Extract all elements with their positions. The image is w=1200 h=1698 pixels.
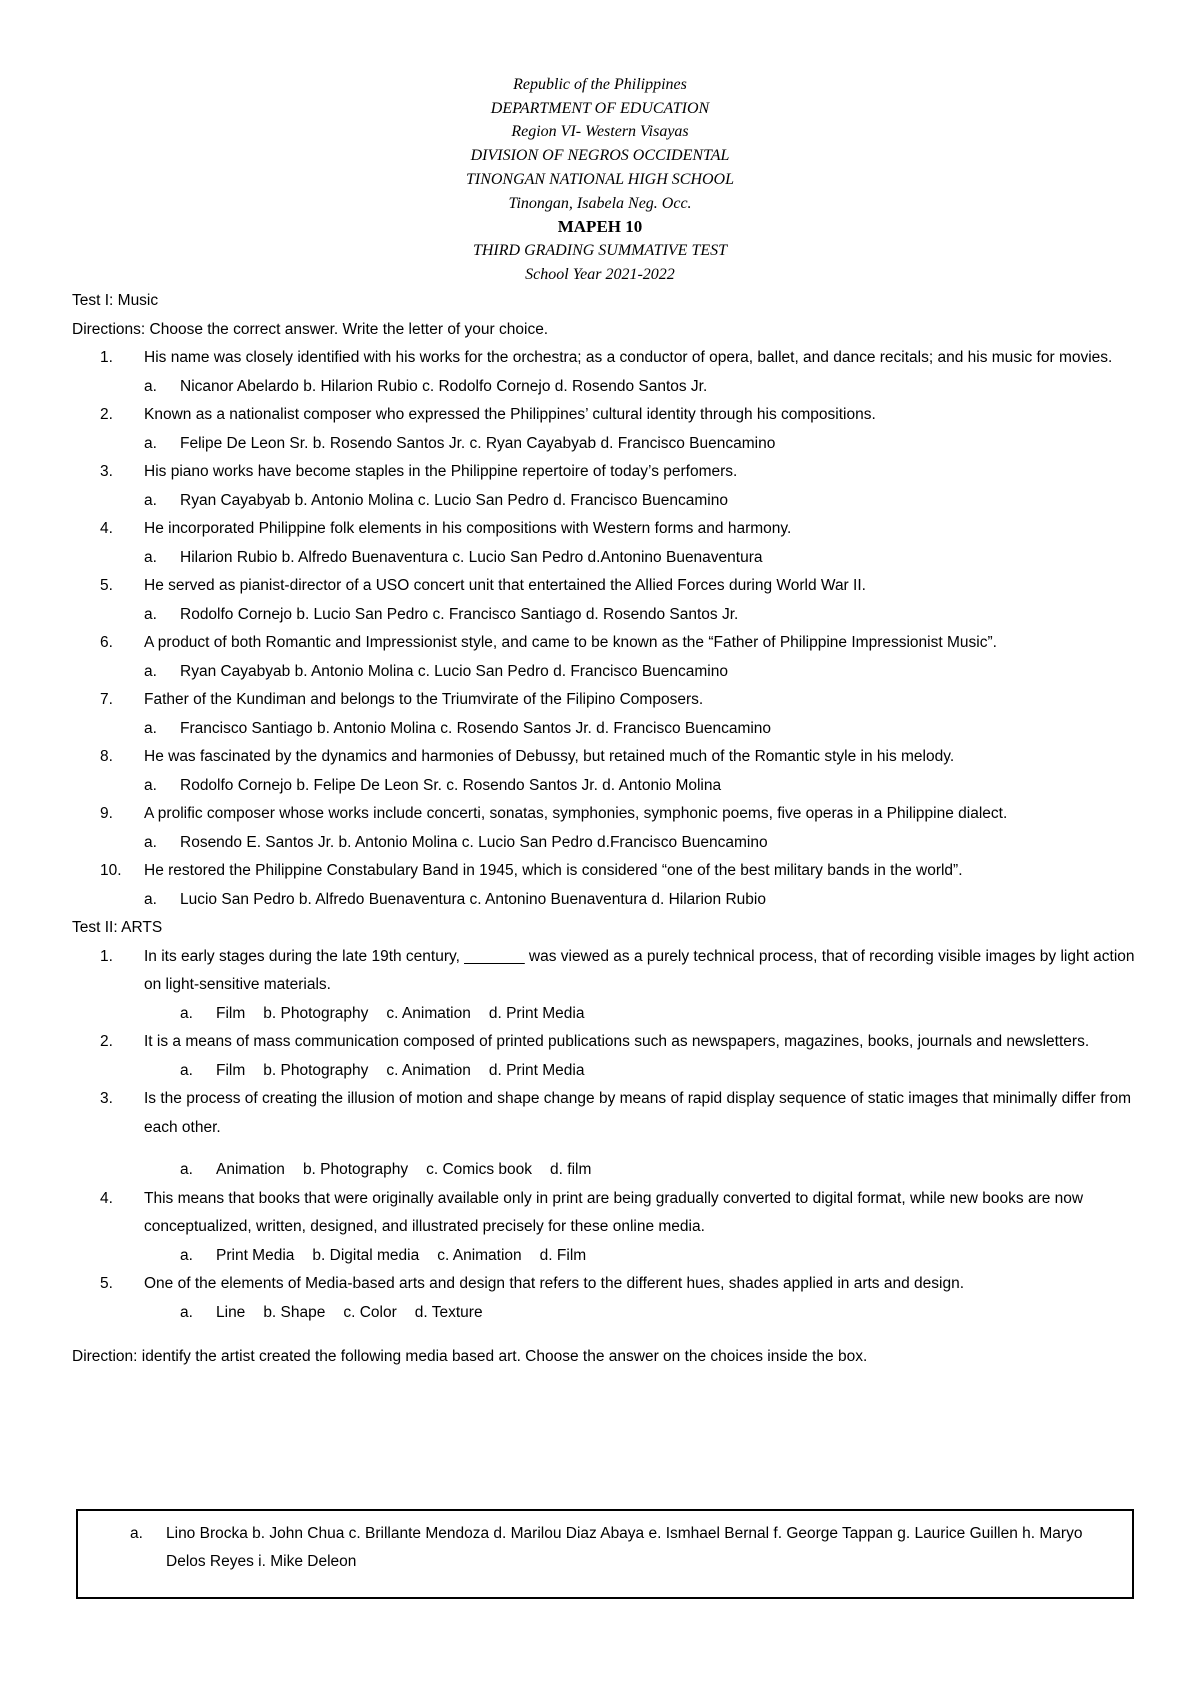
music-question [72, 572, 1152, 629]
question-number: 3. [100, 1090, 113, 1107]
answer-option: c. Animation [437, 1246, 522, 1264]
choice-letter: a. [144, 833, 157, 851]
choice-letter: a. [130, 1525, 143, 1542]
choices-text: Hilarion Rubio b. Alfredo Buenaventura c. Lucio San Pedro d.Antonino Buenaventura [180, 548, 763, 566]
answer-choices [144, 601, 1152, 630]
question-text: He incorporated Philippine folk elements in his compositions with Western forms and harmony. [144, 520, 792, 537]
header-republic: Republic of the Philippines [513, 76, 687, 93]
answer-option: Line [216, 1303, 246, 1321]
question-number: 7. [100, 691, 113, 708]
answer-option: Film [216, 1061, 246, 1079]
answer-option: d. Print Media [488, 1061, 585, 1079]
artist-choices [130, 1520, 1118, 1576]
music-question [72, 800, 1152, 857]
question-number: 4. [100, 520, 113, 537]
header-school: TINONGAN NATIONAL HIGH SCHOOL [465, 170, 735, 188]
question-text: A product of both Romantic and Impressionist style, and came to be known as the “Father of Philippine Impressionist Music”. [144, 634, 997, 651]
question-text: His piano works have become staples in the Philippine repertoire of today’s perfomers. [144, 463, 738, 480]
header-test-title: THIRD GRADING SUMMATIVE TEST [472, 241, 728, 259]
music-question [72, 458, 1152, 515]
question-text: It is a means of mass communication composed of printed publications such as newspapers, magazines, books, journals and newsletters. [144, 1033, 1090, 1050]
choice-letter: a. [144, 434, 157, 452]
question-number: 1. [100, 349, 113, 366]
answer-choices [144, 1000, 1152, 1029]
choice-letter: a. [180, 1303, 193, 1321]
answer-option: b. Digital media [312, 1246, 420, 1264]
question-number: 9. [100, 805, 113, 822]
answer-choices [144, 886, 1152, 915]
question-number: 1. [100, 947, 113, 965]
question-text: He restored the Philippine Constabulary Band in 1945, which is considered “one of the best military bands in the world”. [144, 862, 963, 879]
answer-option: b. Photography [302, 1161, 409, 1178]
choice-letter: a. [144, 548, 157, 566]
music-heading: Test I: Music [72, 292, 159, 309]
question-number: 3. [100, 463, 113, 480]
choices-text: Lucio San Pedro b. Alfredo Buenaventura c. Antonino Buenaventura d. Hilarion Rubio [180, 890, 766, 908]
music-question [72, 344, 1152, 401]
arts-question [72, 943, 1152, 1029]
choice-letter: a. [144, 491, 157, 509]
arts-question [72, 1028, 1152, 1085]
choices-text: Ryan Cayabyab b. Antonio Molina c. Lucio San Pedro d. Francisco Buencamino [180, 491, 728, 509]
header-address: Tinongan, Isabela Neg. Occ. [508, 194, 692, 212]
choices-text: Felipe De Leon Sr. b. Rosendo Santos Jr. c. Ryan Cayabyab d. Francisco Buencamino [180, 434, 776, 452]
answer-choices [144, 487, 1152, 516]
choices-text: Ryan Cayabyab b. Antonio Molina c. Lucio San Pedro d. Francisco Buencamino [180, 662, 728, 680]
document-header [0, 73, 1200, 286]
choice-letter: a. [144, 719, 157, 737]
question-text: One of the elements of Media-based arts and design that refers to the different hues, shades applied in arts and design. [144, 1275, 965, 1292]
arts-question-list [72, 943, 1152, 1328]
answer-option: c. Animation [386, 1061, 471, 1079]
music-question [72, 401, 1152, 458]
answer-choices [144, 373, 1152, 402]
question-text: This means that books that were originally available only in print are being gradually converted to digital format, while new books are now conceptualized, written, designed, and illustrated precisely for these online media. [144, 1189, 1084, 1235]
answer-choices [144, 1299, 1152, 1328]
arts-heading: Test II: ARTS [72, 919, 163, 936]
music-question-list [72, 344, 1152, 914]
header-subject: MAPEH 10 [557, 217, 643, 237]
answer-option: c. Color [343, 1303, 397, 1321]
question-number: 5. [100, 1275, 113, 1292]
choices-text: Rodolfo Cornejo b. Lucio San Pedro c. Francisco Santiago d. Rosendo Santos Jr. [180, 605, 739, 623]
arts-question [72, 1270, 1152, 1327]
choice-letter: a. [180, 1061, 193, 1079]
question-text: Is the process of creating the illusion of motion and shape change by means of rapid display sequence of static images that minimally differ from each other. [144, 1090, 1132, 1136]
artist-choices-box [76, 1509, 1134, 1599]
choice-letter: a. [180, 1004, 193, 1022]
choice-letter: a. [144, 662, 157, 680]
answer-choices [144, 829, 1152, 858]
spacer [144, 1142, 1152, 1156]
test-content [72, 287, 1152, 1372]
header-division: DIVISION OF NEGROS OCCIDENTAL [470, 147, 730, 165]
answer-choices [144, 430, 1152, 459]
question-text: He was fascinated by the dynamics and harmonies of Debussy, but retained much of the Romantic style in his melody. [144, 748, 955, 765]
music-question [72, 686, 1152, 743]
answer-option: d. film [550, 1161, 592, 1178]
choice-letter: a. [144, 377, 157, 395]
question-text: Father of the Kundiman and belongs to the Triumvirate of the Filipino Composers. [144, 691, 704, 708]
answer-choices [144, 715, 1152, 744]
answer-choices [144, 658, 1152, 687]
answer-choices [144, 772, 1152, 801]
music-directions: Directions: Choose the correct answer. Write the letter of your choice. [72, 320, 549, 338]
music-question [72, 515, 1152, 572]
arts-question [72, 1085, 1152, 1185]
answer-option: c. Comics book [426, 1161, 533, 1178]
answer-option: Print Media [216, 1246, 295, 1264]
artist-direction: Direction: identify the artist created the following media based art. Choose the answer on the choices inside the box. [72, 1348, 868, 1365]
question-number: 8. [100, 748, 113, 765]
answer-option: c. Animation [386, 1004, 471, 1022]
question-number: 6. [100, 634, 113, 651]
artist-choices-text: Lino Brocka b. John Chua c. Brillante Mendoza d. Marilou Diaz Abaya e. Ismhael Bernal f. George Tappan g. Laurice Guillen h. Maryo Delos Reyes i. Mike Deleon [166, 1525, 1083, 1570]
music-question [72, 629, 1152, 686]
answer-option: b. Shape [263, 1303, 326, 1321]
music-question [72, 743, 1152, 800]
header-region: Region VI- Western Visayas [511, 123, 689, 141]
choice-letter: a. [144, 776, 157, 794]
arts-question [72, 1185, 1152, 1271]
question-number: 5. [100, 577, 113, 594]
question-number: 4. [100, 1189, 113, 1207]
answer-choices [144, 544, 1152, 573]
header-department: DEPARTMENT OF EDUCATION [490, 99, 710, 117]
answer-option: b. Photography [263, 1061, 369, 1079]
question-text: In its early stages during the late 19th century, _______ was viewed as a purely technical process, that of recording visible images by light action on light-sensitive materials. [144, 947, 1135, 993]
answer-choices [144, 1242, 1152, 1271]
question-text: Known as a nationalist composer who expressed the Philippines’ cultural identity through his compositions. [144, 406, 876, 423]
answer-option: b. Photography [263, 1004, 369, 1022]
answer-choices [144, 1057, 1152, 1086]
question-text: He served as pianist-director of a USO concert unit that entertained the Allied Forces during World War II. [144, 577, 866, 594]
answer-option: Animation [216, 1161, 285, 1178]
choices-text: Nicanor Abelardo b. Hilarion Rubio c. Rodolfo Cornejo d. Rosendo Santos Jr. [180, 377, 708, 395]
choice-letter: a. [180, 1246, 193, 1264]
choice-letter: a. [144, 890, 157, 908]
answer-option: d. Texture [414, 1303, 483, 1321]
question-number: 2. [100, 1033, 113, 1050]
answer-option: d. Print Media [488, 1004, 585, 1022]
question-text: A prolific composer whose works include concerti, sonatas, symphonies, symphonic poems, five operas in a Philippine dialect. [144, 805, 1008, 822]
question-text: His name was closely identified with his works for the orchestra; as a conductor of opera, ballet, and dance recitals; and his music for movies. [144, 349, 1113, 366]
choice-letter: a. [180, 1161, 193, 1178]
choices-text: Rodolfo Cornejo b. Felipe De Leon Sr. c. Rosendo Santos Jr. d. Antonio Molina [180, 776, 722, 794]
answer-choices [144, 1156, 1152, 1185]
choice-letter: a. [144, 605, 157, 623]
header-school-year: School Year 2021-2022 [525, 265, 675, 283]
question-number: 2. [100, 406, 113, 423]
choices-text: Francisco Santiago b. Antonio Molina c. Rosendo Santos Jr. d. Francisco Buencamino [180, 719, 772, 737]
question-number: 10. [100, 862, 122, 879]
choices-text: Rosendo E. Santos Jr. b. Antonio Molina c. Lucio San Pedro d.Francisco Buencamino [180, 833, 768, 851]
answer-option: Film [216, 1004, 246, 1022]
answer-option: d. Film [539, 1246, 587, 1264]
music-question [72, 857, 1152, 914]
